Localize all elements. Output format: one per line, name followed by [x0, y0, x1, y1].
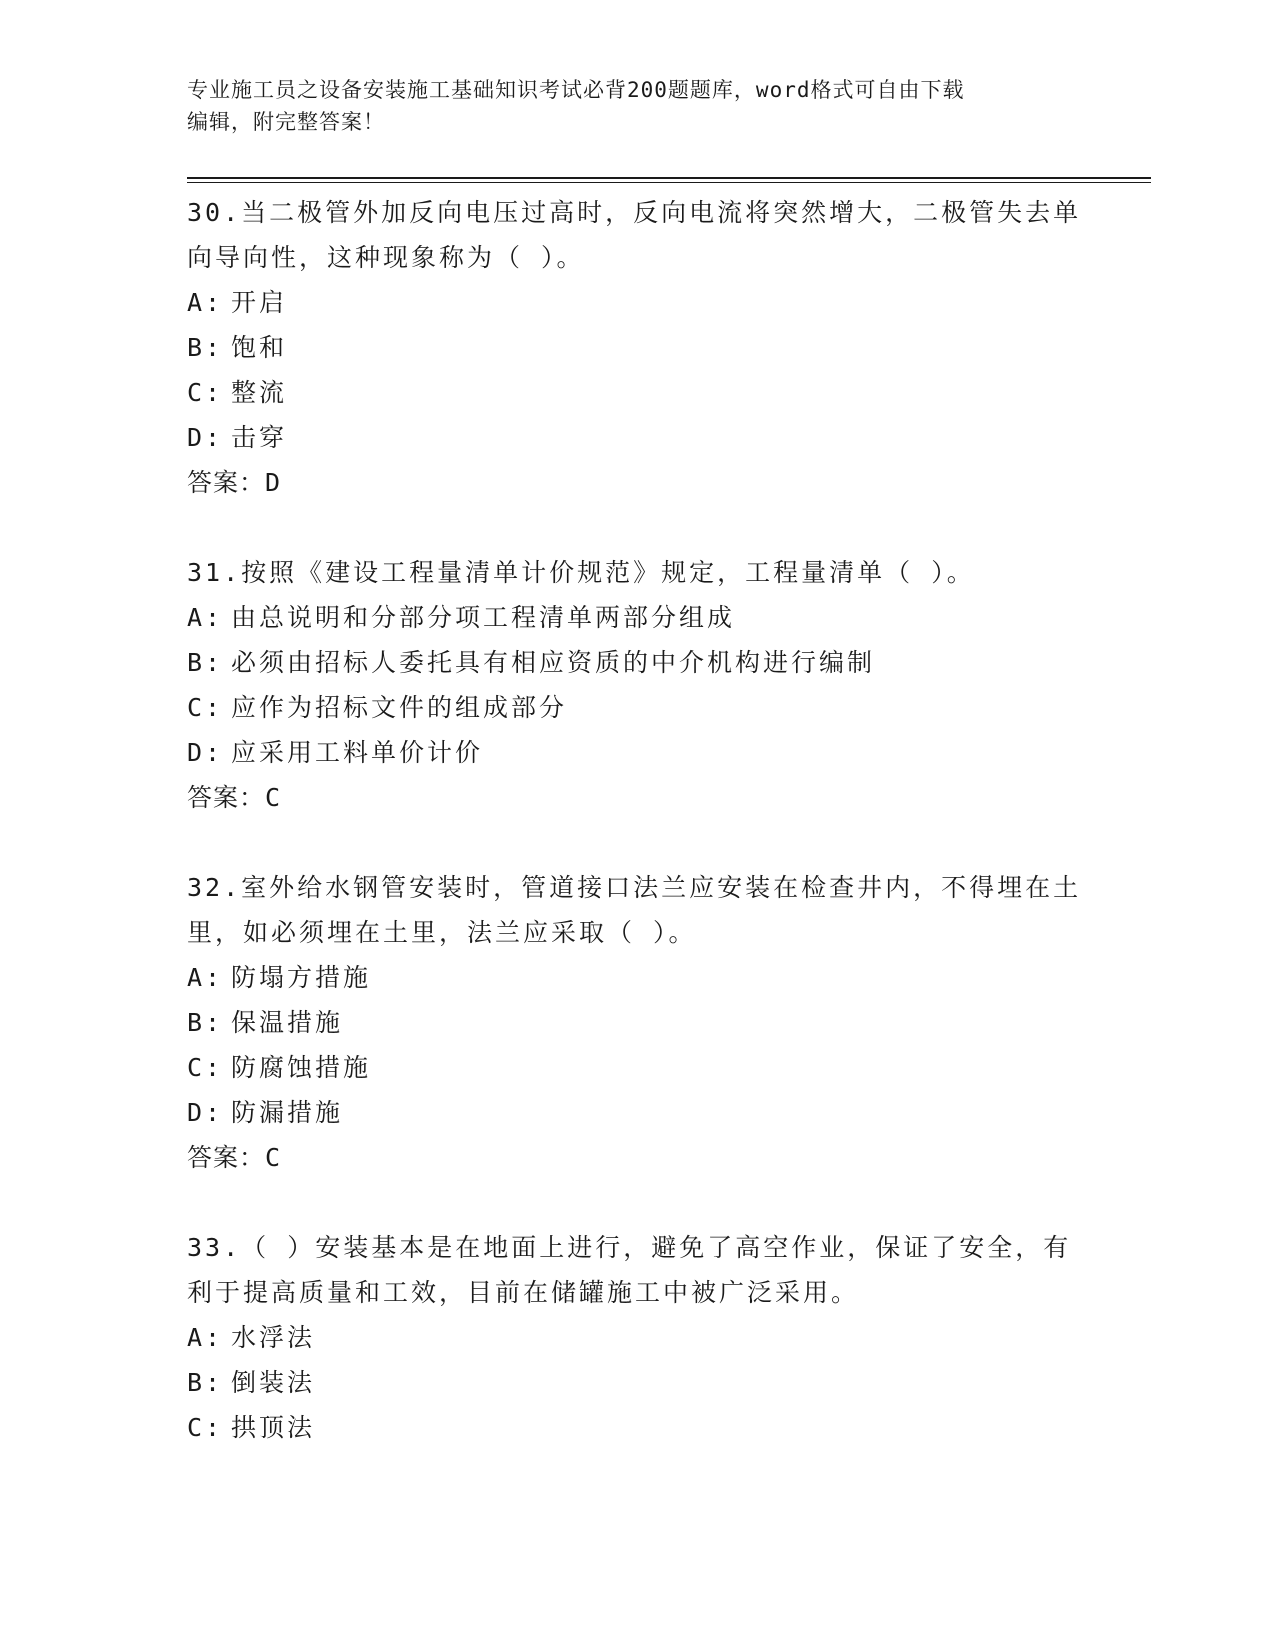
answer-line: [187, 460, 1087, 505]
option-b: [187, 1360, 1087, 1405]
option-letter: C:: [187, 378, 224, 407]
question-32: [187, 865, 1087, 1180]
option-text: 必须由招标人委托具有相应资质的中介机构进行编制: [231, 648, 876, 677]
option-text: 应采用工料单价计价: [231, 738, 484, 767]
option-b: [187, 640, 1087, 685]
option-text: 饱和: [231, 333, 288, 362]
answer-line: [187, 775, 1087, 820]
header-line-2: 编辑，附完整答案！: [187, 110, 385, 134]
option-d: [187, 415, 1087, 460]
option-letter: B:: [187, 1008, 224, 1037]
question-31: [187, 550, 1087, 820]
option-c: [187, 685, 1087, 730]
option-text: 水浮法: [231, 1323, 316, 1352]
answer-value: C: [265, 1143, 282, 1172]
option-letter: B:: [187, 1368, 224, 1397]
option-c: [187, 1045, 1087, 1090]
question-stem: 30.当二极管外加反向电压过高时，反向电流将突然增大，二极管失去单向导向性，这种现象称为（ ）。: [187, 198, 1082, 272]
option-text: 应作为招标文件的组成部分: [231, 693, 568, 722]
option-d: [187, 1090, 1087, 1135]
option-letter: C:: [187, 693, 224, 722]
option-letter: C:: [187, 1413, 224, 1442]
question-stem: 33.（ ）安装基本是在地面上进行，避免了高空作业，保证了安全，有利于提高质量和工效，目前在储罐施工中被广泛采用。: [187, 1233, 1072, 1307]
answer-line: [187, 1135, 1087, 1180]
option-text: 防漏措施: [231, 1098, 344, 1127]
option-text: 整流: [231, 378, 288, 407]
answer-label: 答案：: [187, 1143, 266, 1172]
option-letter: A:: [187, 288, 224, 317]
header-rule-thick: [187, 177, 1151, 179]
header-rule-thin: [187, 182, 1151, 183]
option-b: [187, 1000, 1087, 1045]
option-letter: A:: [187, 1323, 224, 1352]
answer-label: 答案：: [187, 468, 266, 497]
option-a: [187, 1315, 1087, 1360]
option-text: 保温措施: [231, 1008, 344, 1037]
question-list: [187, 190, 1087, 1495]
question-30: [187, 190, 1087, 505]
answer-value: C: [265, 783, 282, 812]
option-letter: D:: [187, 1098, 224, 1127]
option-letter: A:: [187, 963, 224, 992]
question-33: [187, 1225, 1087, 1450]
option-text: 防塌方措施: [231, 963, 372, 992]
option-text: 倒装法: [231, 1368, 316, 1397]
option-text: 拱顶法: [231, 1413, 316, 1442]
question-stem: 32.室外给水钢管安装时，管道接口法兰应安装在检查井内，不得埋在土里，如必须埋在土里，法兰应采取（ ）。: [187, 873, 1082, 947]
question-stem: 31.按照《建设工程量清单计价规范》规定，工程量清单（ ）。: [187, 558, 975, 587]
option-letter: B:: [187, 648, 224, 677]
option-c: [187, 370, 1087, 415]
document-header: [187, 74, 1087, 138]
option-letter: C:: [187, 1053, 224, 1082]
answer-label: 答案：: [187, 783, 266, 812]
option-text: 防腐蚀措施: [231, 1053, 372, 1082]
option-letter: D:: [187, 423, 224, 452]
option-c: [187, 1405, 1087, 1450]
option-a: [187, 595, 1087, 640]
option-letter: B:: [187, 333, 224, 362]
option-b: [187, 325, 1087, 370]
header-line-1: 专业施工员之设备安装施工基础知识考试必背200题题库，word格式可自由下载: [187, 78, 965, 102]
option-d: [187, 730, 1087, 775]
option-text: 击穿: [231, 423, 288, 452]
answer-value: D: [265, 468, 282, 497]
option-a: [187, 955, 1087, 1000]
option-a: [187, 280, 1087, 325]
option-letter: D:: [187, 738, 224, 767]
option-letter: A:: [187, 603, 224, 632]
option-text: 开启: [231, 288, 288, 317]
option-text: 由总说明和分部分项工程清单两部分组成: [231, 603, 736, 632]
